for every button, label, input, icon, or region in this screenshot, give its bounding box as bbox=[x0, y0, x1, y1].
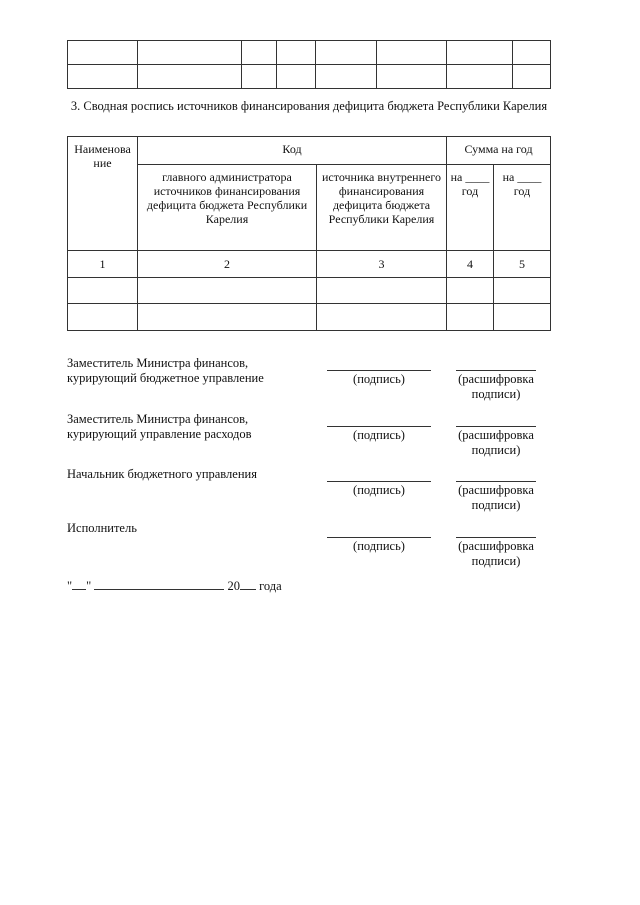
signature-caption: (подпись) bbox=[353, 483, 405, 497]
section-title: 3. Сводная роспись источников финансирования дефицита бюджета Республики Карелия bbox=[70, 99, 548, 113]
col-number-5: 5 bbox=[494, 251, 551, 278]
subheader-source: источника внутреннего финансирования дефицита бюджета Республики Карелия bbox=[317, 165, 447, 251]
decode-line bbox=[456, 370, 536, 371]
signature-line bbox=[327, 370, 431, 371]
subheader-year-2: на ____ год bbox=[494, 165, 551, 251]
sources-table bbox=[67, 136, 551, 331]
signature-label: Начальник бюджетного управления bbox=[67, 467, 257, 481]
signature-label: Заместитель Министра финансов, курирующий бюджетное управление bbox=[67, 356, 264, 385]
signature-line bbox=[327, 537, 431, 538]
signature-caption: (подпись) bbox=[353, 428, 405, 442]
decode-caption: (расшифровка подписи) bbox=[458, 428, 534, 457]
header-sum: Сумма на год bbox=[447, 137, 551, 165]
col-number-4: 4 bbox=[447, 251, 494, 278]
date-line bbox=[67, 578, 282, 594]
table-row bbox=[68, 304, 551, 331]
col-number-3: 3 bbox=[317, 251, 447, 278]
decode-line bbox=[456, 426, 536, 427]
signature-caption: (подпись) bbox=[353, 539, 405, 553]
signature-caption: (подпись) bbox=[353, 372, 405, 386]
decode-caption: (расшифровка подписи) bbox=[458, 372, 534, 401]
decode-line bbox=[456, 537, 536, 538]
quote-close: " bbox=[86, 579, 92, 593]
year-blank bbox=[240, 578, 256, 590]
col-number-1: 1 bbox=[68, 251, 138, 278]
signature-label: Заместитель Министра финансов, курирующий управление расходов bbox=[67, 412, 252, 441]
table-row bbox=[68, 278, 551, 304]
month-blank bbox=[94, 578, 224, 590]
table-row bbox=[68, 41, 551, 65]
year-prefix: 20 bbox=[227, 579, 240, 593]
decode-caption: (расшифровка подписи) bbox=[458, 483, 534, 512]
subheader-year-1: на ____ год bbox=[447, 165, 494, 251]
table-row bbox=[68, 65, 551, 89]
year-suffix: года bbox=[259, 579, 282, 593]
number-row bbox=[68, 251, 551, 278]
header-name: Наименова ние bbox=[68, 137, 138, 251]
signature-label: Исполнитель bbox=[67, 521, 137, 535]
signature-line bbox=[327, 481, 431, 482]
previous-table-fragment bbox=[67, 40, 551, 89]
subheader-admin: главного администратора источников финансирования дефицита бюджета Республики Карелия bbox=[138, 165, 317, 251]
decode-line bbox=[456, 481, 536, 482]
signature-line bbox=[327, 426, 431, 427]
day-blank bbox=[72, 578, 86, 590]
quote-open: " bbox=[67, 579, 73, 593]
decode-caption: (расшифровка подписи) bbox=[458, 539, 534, 568]
header-code: Код bbox=[138, 137, 447, 165]
col-number-2: 2 bbox=[138, 251, 317, 278]
